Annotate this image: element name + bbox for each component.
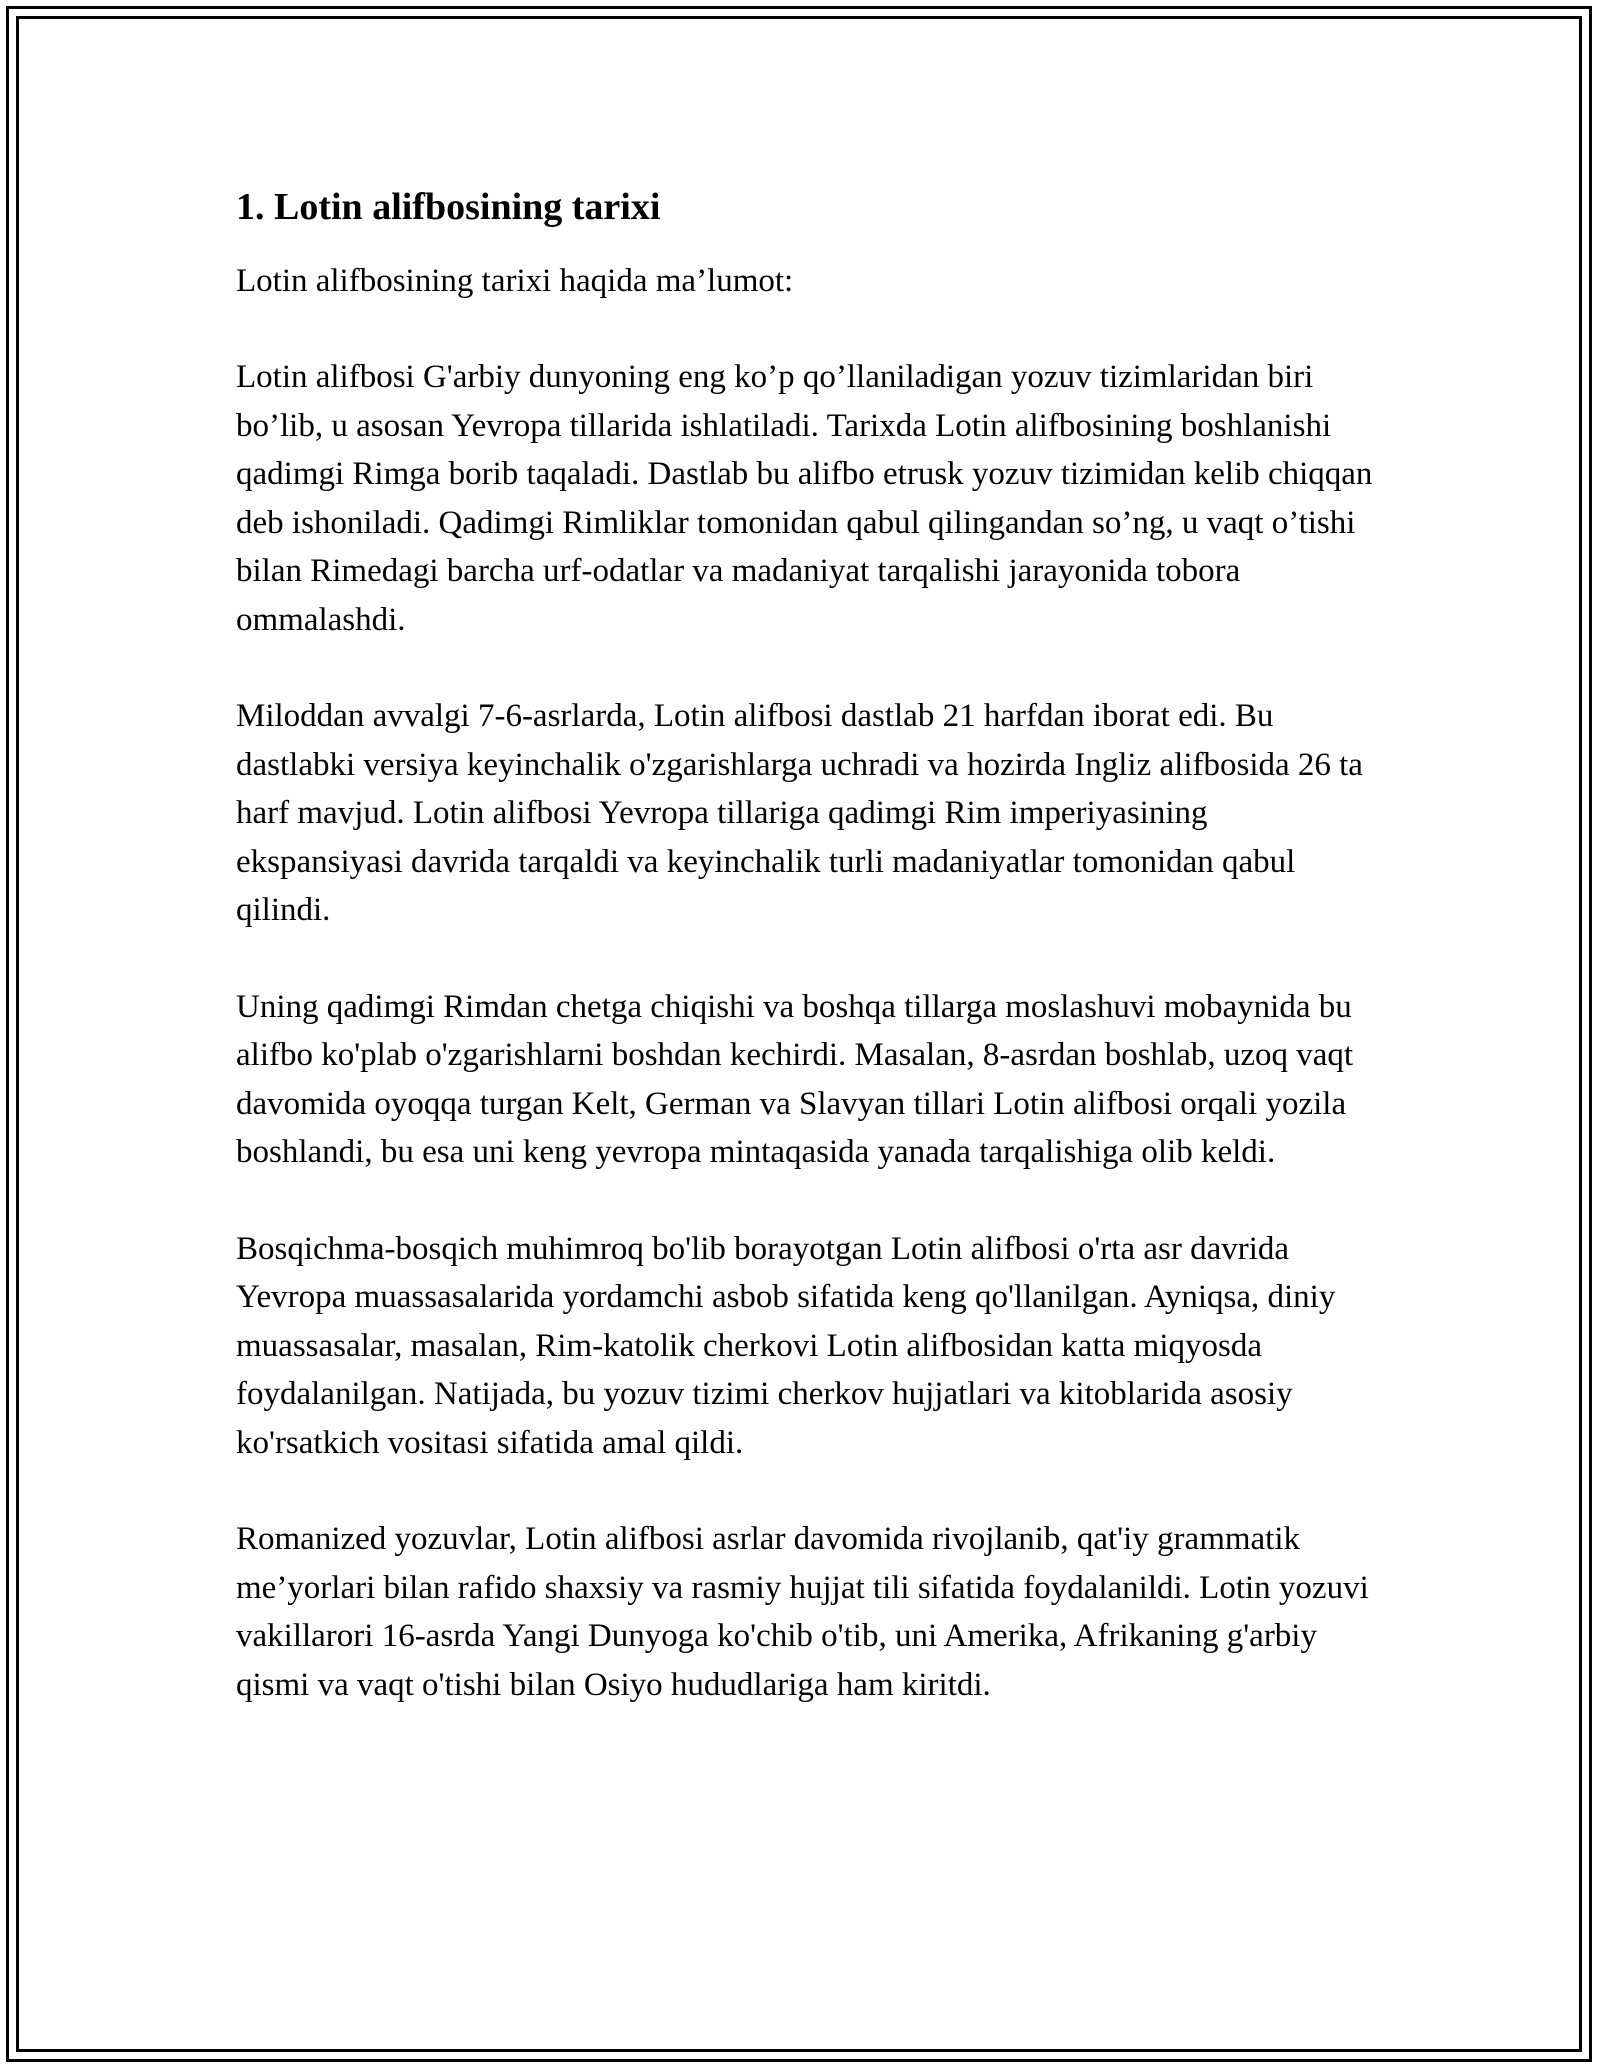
paragraph-adaptation: Uning qadimgi Rimdan chetga chiqishi va boshqa tillarga moslashuvi mobaynida bu alifbo ko'plab o'zgarishlarni boshdan kechirdi. Masalan, 8-asrdan boshlab, uzoq vaqt davomida oyoqqa turgan Kelt, German va Slavyan tillari Lotin alifbosi orqali yozila boshlandi, bu esa uni keng yevropa mintaqasida yanada tarqalishiga olib keldi. (236, 988, 1354, 1171)
paragraph-middle-ages: Bosqichma-bosqich muhimroq bo'lib borayotgan Lotin alifbosi o'rta asr davrida Yevropa muassasalarida yordamchi asbob sifatida keng qo'llanilgan. Ayniqsa, diniy muassasalar, masalan, Rim-katolik cherkovi Lotin alifbosidan katta miqyosda foydalanilgan. Natijada, bu yozuv tizimi cherkov hujjatlari va kitoblarida asosiy ko'rsatkich vositasi sifatida amal qildi. (236, 1230, 1336, 1461)
document-body (236, 185, 1376, 1757)
document-title: 1. Lotin alifbosining tarixi (236, 186, 661, 228)
intro-paragraph: Lotin alifbosining tarixi haqida ma’lumot: (236, 262, 794, 299)
paragraph-letters: Miloddan avvalgi 7-6-asrlarda, Lotin alifbosi dastlab 21 harfdan iborat edi. Bu dastlabki versiya keyinchalik o'zgarishlarga uchradi va hozirda Ingliz alifbosida 26 ta harf mavjud. Lotin alifbosi Yevropa tillariga qadimgi Rim imperiyasining ekspansiyasi davrida tarqaldi va keyinchalik turli madaniyatlar tomonidan qabul qilindi. (236, 698, 1363, 929)
paragraph-origins: Lotin alifbosi G'arbiy dunyoning eng ko’p qo’llaniladigan yozuv tizimlaridan biri bo’lib, u asosan Yevropa tillarida ishlatiladi. Tarixda Lotin alifbosining boshlanishi qadimgi Rimga borib taqaladi. Dastlab bu alifbo etrusk yozuv tizimidan kelib chiqqan deb ishoniladi. Qadimgi Rimliklar tomonidan qabul qilingandan so’ng, u vaqt o’tishi bilan Rimedagi barcha urf-odatlar va madaniyat tarqalishi jarayonida tobora ommalashdi. (236, 359, 1373, 638)
paragraph-spread: Romanized yozuvlar, Lotin alifbosi asrlar davomida rivojlanib, qat'iy grammatik me’yorlari bilan rafido shaxsiy va rasmiy hujjat tili sifatida foydalanildi. Lotin yozuvi vakillarori 16-asrda Yangi Dunyoga ko'chib o'tib, uni Amerika, Afrikaning g'arbiy qismi va vaqt o'tishi bilan Osiyo hududlariga ham kiritdi. (236, 1521, 1369, 1703)
